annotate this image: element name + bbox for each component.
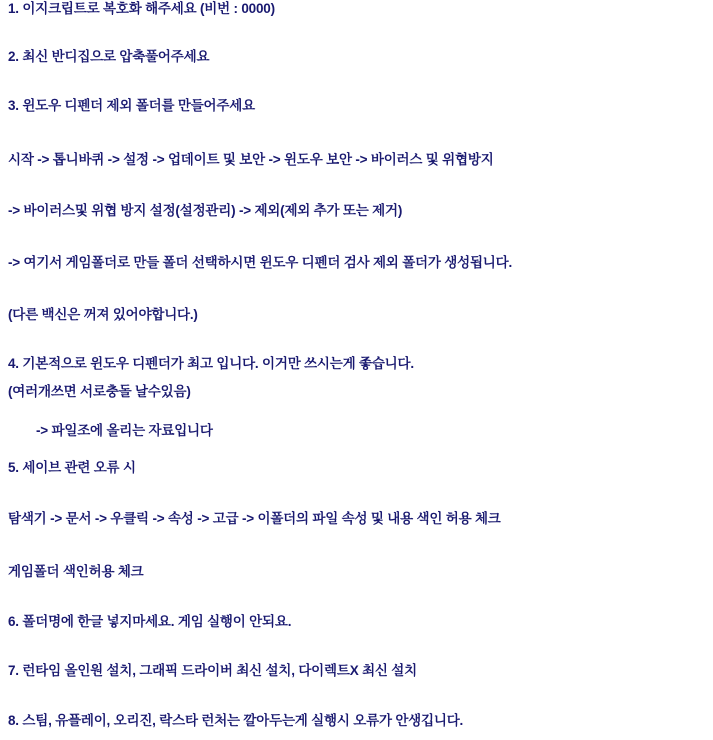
text-line: -> 파일조에 올리는 자료입니다 — [36, 423, 213, 438]
text-line: 7. 런타임 올인원 설치, 그래픽 드라이버 최신 설치, 다이렉트X 최신 설치 — [8, 663, 417, 678]
text-line: -> 여기서 게임폴더로 만들 폴더 선택하시면 윈도우 디펜더 검사 제외 폴더가 생성됩니다. — [8, 255, 513, 270]
text-line: -> 바이러스및 위협 방지 설정(설정관리) -> 제외(제외 추가 또는 제거) — [8, 203, 403, 218]
text-line: 탐색기 -> 문서 -> 우클릭 -> 속성 -> 고급 -> 이폴더의 파일 속성 및 내용 색인 허용 체크 — [8, 511, 501, 526]
text-line: 1. 이지크립트로 복호화 해주세요 (비번 : 0000) — [8, 1, 275, 16]
text-line: 4. 기본적으로 윈도우 디펜더가 최고 입니다. 이거만 쓰시는게 좋습니다. — [8, 356, 414, 371]
text-line: 시작 -> 톱니바퀴 -> 설정 -> 업데이트 및 보안 -> 윈도우 보안 -> 바이러스 및 위협방지 — [8, 152, 494, 167]
text-line: (다른 백신은 꺼져 있어야합니다.) — [8, 307, 198, 322]
text-line: 8. 스팀, 유플레이, 오리진, 락스타 런처는 깔아두는게 실행시 오류가 안생깁니다. — [8, 713, 464, 728]
text-line: (여러개쓰면 서로충돌 날수있음) — [8, 384, 191, 399]
text-line: 게임폴더 색인허용 체크 — [8, 564, 144, 579]
text-line: 5. 세이브 관련 오류 시 — [8, 460, 136, 475]
text-line: 6. 폴더명에 한글 넣지마세요. 게임 실행이 안되요. — [8, 614, 292, 629]
text-line: 3. 윈도우 디펜더 제외 폴더를 만들어주세요 — [8, 98, 255, 113]
text-line: 2. 최신 반디집으로 압축풀어주세요 — [8, 49, 210, 64]
